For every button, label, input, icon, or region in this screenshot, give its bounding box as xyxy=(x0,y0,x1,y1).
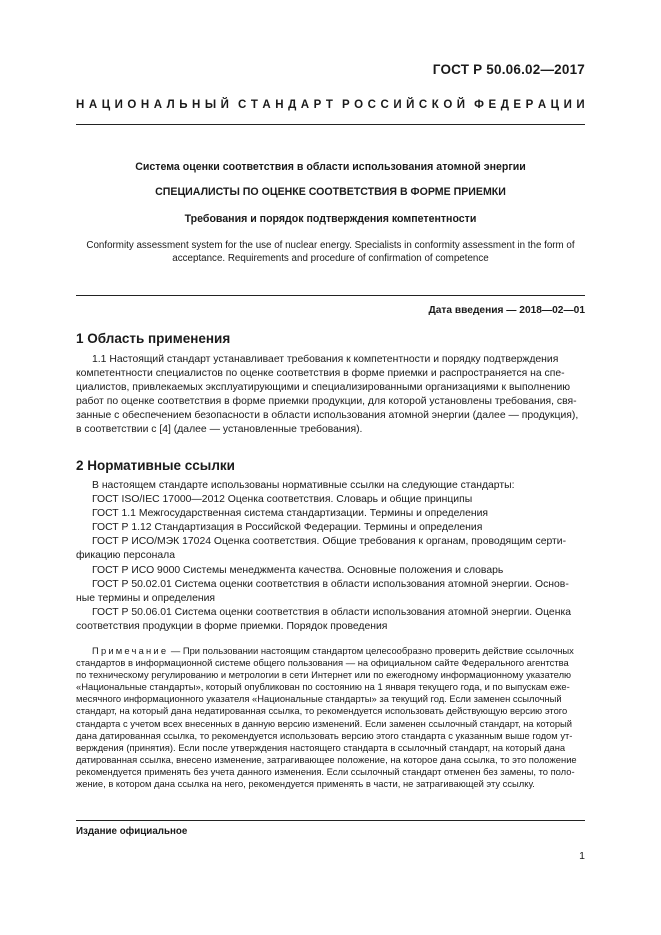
heading-letter: Л xyxy=(166,99,175,111)
note-block xyxy=(76,645,585,790)
s2-line: ГОСТ Р 50.02.01 Система оценки соответствия в области использования атомной энергии. Основ- xyxy=(92,578,569,590)
s2-line: ГОСТ Р ИСО/МЭК 17024 Оценка соответствия. Общие требования к органам, проводящим серти- xyxy=(92,536,567,548)
section-2-body xyxy=(76,479,585,634)
note-line: «Национальные стандарты», который опубликован по состоянию на 1 января текущего года, и по выпускам еже- xyxy=(76,681,570,693)
english-title xyxy=(60,239,601,265)
s1-line: занные с обеспечением безопасности в области использования атомной энергии (далее — продукция), xyxy=(76,410,579,422)
heading-letter: Р xyxy=(525,99,534,111)
section-1-heading: 1 Область применения xyxy=(76,331,231,346)
s1-line: работ по оценке соответствия в форме приемки продукции, для которой установлены требования, свя- xyxy=(76,396,577,408)
heading-letter: Д xyxy=(500,99,509,111)
section-2-heading: 2 Нормативные ссылки xyxy=(76,458,235,473)
s2-line: фикацию персонала xyxy=(76,550,175,562)
heading-letter: Й xyxy=(456,99,466,111)
system-title: Система оценки соответствия в области использования атомной энергии xyxy=(135,161,526,173)
s2-line: ГОСТ ISO/IEC 17000—2012 Оценка соответствия. Словарь и общие принципы xyxy=(92,494,473,506)
heading-letter: Р xyxy=(341,99,350,111)
heading-letter: И xyxy=(393,99,402,111)
standard-code: ГОСТ Р 50.06.02—2017 xyxy=(432,62,585,77)
heading-letter: А xyxy=(262,99,271,111)
s2-line: ГОСТ 1.1 Межгосударственная система стандартизации. Термины и определения xyxy=(92,508,489,520)
note-line: стандартов в информационной системе общего пользования — на официальном сайте Федерального агентства xyxy=(76,657,569,669)
note-line: по техническому регулированию и метрологии в сети Интернет или по ежегодному информационному указателю xyxy=(76,669,572,681)
s1-line: в соответствии с [4] (далее — установленные требования). xyxy=(76,424,363,436)
heading-letter: Т xyxy=(325,99,333,111)
s2-line: ГОСТ Р 1.12 Стандартизация в Российской Федерации. Термины и определения xyxy=(92,522,483,534)
note-line: стандарт, на который дана недатированная ссылка, то рекомендуется использовать действующую версию этого xyxy=(76,705,568,717)
page-number: 1 xyxy=(579,850,585,862)
note-line: датированная ссылка, внесено изменение, затрагивающее положение, на которое дана ссылка, то это положение xyxy=(76,753,577,765)
heading-letter: О xyxy=(443,99,453,111)
subtitle: Требования и порядок подтверждения компетентности xyxy=(184,213,477,225)
english-title-line-1: Conformity assessment system for the use of nuclear energy. Specialists in conformity assessment in the form of xyxy=(86,240,575,251)
s1-line: 1.1 Настоящий стандарт устанавливает требования к компетентности и порядку подтверждения xyxy=(92,354,559,365)
heading-letter: Ц xyxy=(101,99,111,111)
heading-letter: Т xyxy=(250,99,258,111)
heading-letter: О xyxy=(127,99,137,111)
note-line: жение, в котором дана ссылка на него, рекомендуется применять в части, не затрагивающей эту ссылку. xyxy=(76,778,535,790)
heading-letter: Ц xyxy=(550,99,560,111)
s2-line: ГОСТ Р ИСО 9000 Системы менеджмента качества. Основные положения и словарь xyxy=(92,564,504,576)
heading-letter: Ф xyxy=(474,99,484,111)
heading-letter: С xyxy=(237,99,247,111)
heading-letter: Д xyxy=(288,99,297,111)
s2-line: В настоящем стандарте использованы нормативные ссылки на следующие стандарты: xyxy=(92,480,515,491)
s2-line: ГОСТ Р 50.06.01 Система оценки соответствия в области использования атомной энергии. Оценка xyxy=(92,606,571,618)
note-label: Примечание xyxy=(92,645,169,656)
s1-line: циалистов, привлекаемых эксплуатирующими и специализированными организациями к выполнению xyxy=(76,382,571,394)
heading-letter: Н xyxy=(275,99,284,111)
official-edition-label: Издание официальное xyxy=(76,826,188,837)
s2-line: соответствия продукции в форме приемки. Порядок проведения xyxy=(76,620,388,632)
heading-letter: Н xyxy=(140,99,150,111)
english-title-line-2: acceptance. Requirements and procedure of confirmation of competence xyxy=(172,253,489,264)
note-line: стандарта с учетом всех внесенных в данную версию изменений. Если заменен ссылочный стандарт, на который xyxy=(76,717,573,729)
s2-line: ные термины и определения xyxy=(76,592,216,604)
section-1-body xyxy=(76,353,585,438)
s1-line: компетентности специалистов по оценке соответствия в форме приемки и распространяется на спе- xyxy=(76,368,565,380)
note-line: верждения (принятия). Если после утверждения настоящего стандарта в ссылочный стандарт, на который дана xyxy=(76,741,566,753)
heading-letter: Й xyxy=(220,99,229,111)
main-title: СПЕЦИАЛИСТЫ ПО ОЦЕНКЕ СООТВЕТСТВИЯ В ФОРМЕ ПРИЕМКИ xyxy=(155,186,506,198)
heading-letter: А xyxy=(300,99,310,111)
note-first-line xyxy=(76,645,585,657)
heading-letter: О xyxy=(354,99,364,111)
heading-letter: С xyxy=(367,99,376,111)
note-first-line-text: — При пользовании настоящим стандартом целесообразно проверить действие ссылочных xyxy=(168,645,574,656)
heading-letter: Е xyxy=(488,99,497,111)
heading-letter: С xyxy=(380,99,389,111)
heading-letter: А xyxy=(537,99,547,111)
heading-letter: Р xyxy=(313,99,322,111)
heading-letter: Й xyxy=(406,99,415,111)
middle-divider xyxy=(76,295,585,296)
note-line: рекомендуется применять без учета данного изменения. Если ссылочный стандарт отменен без замены, то поло- xyxy=(76,765,575,777)
heading-letter: А xyxy=(153,99,163,111)
note-line: месячного информационного указателя «Национальные стандарты» за текущий год. Если заменен ссылочный xyxy=(76,693,562,705)
heading-letter: И xyxy=(576,99,585,111)
heading-letter: Ь xyxy=(179,99,188,111)
note-line: дана датированная ссылка, то рекомендуется использовать версию этого стандарта с указанным выше годом ут- xyxy=(76,729,573,741)
national-standard-heading xyxy=(76,99,585,111)
heading-letter: К xyxy=(431,99,439,111)
heading-letter: Е xyxy=(513,99,522,111)
heading-letter: А xyxy=(88,99,98,111)
heading-letter: И xyxy=(114,99,123,111)
introduction-date: Дата введения — 2018—02—01 xyxy=(428,305,585,316)
heading-letter: И xyxy=(563,99,572,111)
heading-letter: Ы xyxy=(204,99,217,111)
top-divider xyxy=(76,124,585,125)
heading-letter: Н xyxy=(192,99,201,111)
footer-divider xyxy=(76,820,585,821)
heading-letter: С xyxy=(418,99,428,111)
heading-letter: Н xyxy=(76,99,85,111)
